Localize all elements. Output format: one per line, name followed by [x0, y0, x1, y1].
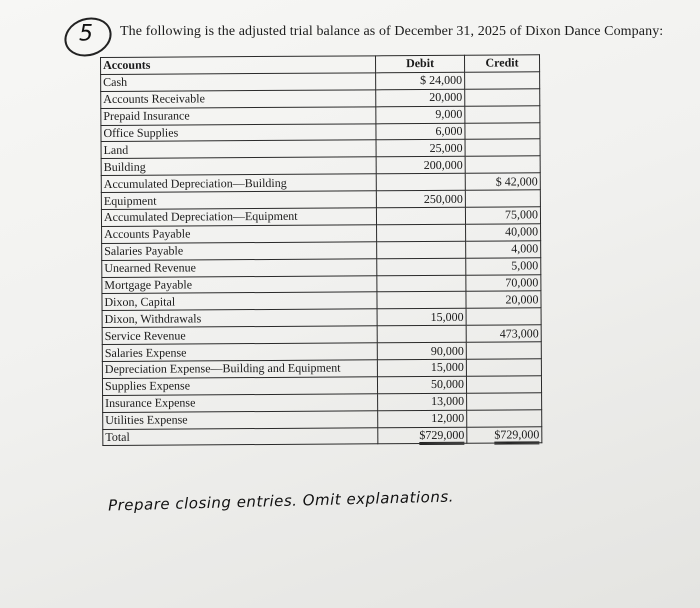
credit-amount: [465, 89, 540, 106]
credit-amount: [467, 410, 542, 427]
debit-amount: 9,000: [376, 106, 465, 123]
account-name: Land: [101, 140, 376, 159]
account-name: Prepaid Insurance: [101, 106, 376, 125]
debit-amount: 200,000: [376, 157, 465, 174]
account-name: Office Supplies: [101, 123, 376, 142]
account-name: Salaries Payable: [102, 242, 377, 261]
debit-amount: 20,000: [376, 89, 465, 106]
account-name: Salaries Expense: [102, 343, 377, 362]
total-credit-value: $729,000: [494, 427, 539, 444]
account-name: Building: [101, 157, 376, 176]
account-name: Equipment: [101, 191, 376, 210]
credit-amount: [465, 139, 540, 156]
credit-amount: [467, 393, 542, 410]
account-name: Unearned Revenue: [102, 259, 377, 278]
credit-amount: 20,000: [466, 291, 541, 308]
debit-amount: [377, 275, 466, 292]
debit-amount: 50,000: [377, 376, 466, 393]
total-row: [103, 426, 542, 446]
credit-amount: [465, 105, 540, 122]
handwritten-instruction: Prepare closing entries. Omit explanations.: [107, 487, 455, 515]
header-accounts: Accounts: [101, 56, 376, 75]
credit-amount: 5,000: [466, 257, 541, 274]
account-name: Mortgage Payable: [102, 275, 377, 294]
debit-amount: 15,000: [377, 359, 466, 376]
account-name: Accounts Payable: [102, 225, 377, 244]
debit-amount: 12,000: [378, 410, 467, 427]
debit-amount: 13,000: [378, 393, 467, 410]
account-name: Utilities Expense: [103, 411, 378, 430]
header-debit: Debit: [375, 55, 464, 72]
account-name: Dixon, Withdrawals: [102, 309, 377, 328]
debit-amount: [377, 241, 466, 258]
problem-statement: The following is the adjusted trial balance as of December 31, 2025 of Dixon Dance Company:: [120, 24, 664, 39]
debit-amount: [377, 292, 466, 309]
credit-amount: 70,000: [466, 274, 541, 291]
debit-amount: 90,000: [377, 342, 466, 359]
debit-amount: 6,000: [376, 123, 465, 140]
credit-amount: [465, 156, 540, 173]
header-credit: Credit: [464, 55, 539, 72]
total-label: Total: [103, 427, 378, 446]
credit-amount: 40,000: [466, 224, 541, 241]
credit-amount: [465, 72, 540, 89]
debit-amount: 15,000: [377, 309, 466, 326]
account-name: Dixon, Capital: [102, 292, 377, 311]
debit-amount: $ 24,000: [376, 72, 465, 89]
credit-amount: [466, 308, 541, 325]
problem-number-circle: [59, 12, 116, 63]
credit-amount: 75,000: [465, 207, 540, 224]
account-name: Accounts Receivable: [101, 90, 376, 109]
total-debit: [378, 427, 467, 444]
account-name: Accumulated Depreciation—Building: [101, 174, 376, 193]
account-name: Service Revenue: [102, 326, 377, 345]
credit-amount: 473,000: [466, 325, 541, 342]
debit-amount: 25,000: [376, 140, 465, 157]
credit-amount: [466, 342, 541, 359]
credit-amount: 4,000: [466, 241, 541, 258]
total-debit-value: $729,000: [419, 428, 464, 445]
debit-amount: [376, 174, 465, 191]
credit-amount: [465, 190, 540, 207]
account-name: Insurance Expense: [103, 394, 378, 413]
account-name: Accumulated Depreciation—Equipment: [101, 208, 376, 227]
total-credit: [467, 426, 542, 443]
credit-amount: [466, 376, 541, 393]
problem-number: 5: [78, 21, 93, 47]
debit-amount: [376, 207, 465, 224]
credit-amount: $ 42,000: [465, 173, 540, 190]
account-name: Supplies Expense: [102, 377, 377, 396]
account-name: Depreciation Expense—Building and Equipment: [102, 360, 377, 379]
debit-amount: [377, 258, 466, 275]
debit-amount: 250,000: [376, 190, 465, 207]
debit-amount: [377, 326, 466, 343]
account-name: Cash: [101, 73, 376, 92]
trial-balance-table: [100, 54, 542, 446]
credit-amount: [466, 359, 541, 376]
credit-amount: [465, 122, 540, 139]
debit-amount: [377, 224, 466, 241]
